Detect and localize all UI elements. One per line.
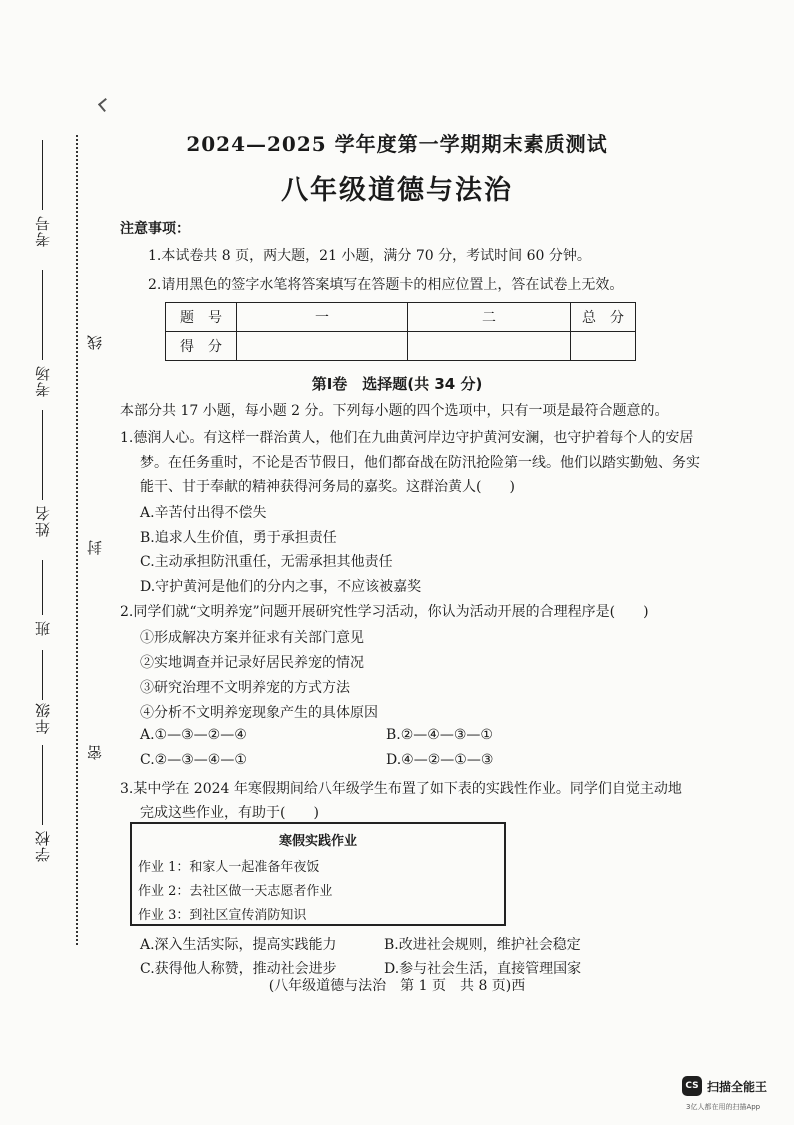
q1-stem-line: 1.德润人心。有这样一群治黄人，他们在九曲黄河岸边守护黄河安澜，也守护着每个人的安居 [120,430,694,446]
q2-stem: 2.同学们就“文明养宠”问题开展研究性学习活动，你认为活动开展的合理程序是( ) [120,604,649,620]
q3-stem-line: 3.某中学在 2024 年寒假期间给八年级学生布置了如下表的实践性作业。同学们自觉主动地 [120,781,682,797]
blank-grade [42,650,43,700]
q3-option-a: A.深入生活实际，提高实践能力 [140,937,337,953]
homework-item: 作业 2：去社区做一天志愿者作业 [138,884,333,899]
score-cell [237,332,408,361]
subject-title: 八年级道德与法治 [281,175,513,206]
homework-item: 作业 1：和家人一起准备年夜饭 [138,860,320,875]
q2-step: ③研究治理不文明养宠的方式方法 [140,680,350,696]
score-table [165,302,636,361]
notice-item: 1.本试卷共 8 页，两大题，21 小题，满分 70 分，考试时间 60 分钟。 [148,248,591,264]
blank-school [42,745,43,825]
q3-option-d: D.参与社会生活，直接管理国家 [384,961,582,977]
q1-option-d: D.守护黄河是他们的分内之事，不应该被嘉奖 [140,579,422,595]
q3-option-b: B.改进社会规则，维护社会稳定 [384,937,581,953]
scanner-name: 扫描全能王 [707,1079,768,1094]
q2-step: ②实地调查并记录好居民养宠的情况 [140,655,364,671]
seal-word-secret: 密 [86,745,104,760]
seal-word-line: 线 [86,335,104,350]
score-cell [571,332,636,361]
score-table-cell: 题 号 [166,303,237,332]
q2-option-d: D.④—②—①—③ [386,752,494,768]
q2-option-b: B.②—④—③—① [386,727,493,743]
q1-option-a: A.辛苦付出得不偿失 [140,505,267,521]
blank-class [42,560,43,615]
blank-exam-room [42,270,43,360]
score-cell [408,332,571,361]
scanner-tagline: 3亿人都在用的扫描App [686,1103,761,1111]
label-name: 姓名 [34,505,52,537]
q3-stem-line: 完成这些作业，有助于( ) [140,805,319,821]
label-exam-number: 考号 [34,215,52,247]
page-footer: (八年级道德与法治 第 1 页 共 8 页)西 [268,978,526,994]
q1-stem-line: 能干、甘于奉献的精神获得河务局的嘉奖。这群治黄人( ) [140,479,515,495]
seal-word-seal: 封 [86,540,104,555]
notice-heading: 注意事项： [120,221,190,237]
blank-name [42,410,43,500]
q1-stem-line: 梦。在任务重时，不论是否节假日，他们都奋战在防汛抢险第一线。他们以踏实勤勉、务实 [140,455,700,471]
scanner-logo-icon: CS [682,1076,702,1096]
scanner-watermark [682,1076,767,1096]
q2-option-c: C.②—③—④—① [140,752,247,768]
q1-option-c: C.主动承担防汛重任，无需承担其他责任 [140,554,393,570]
exam-title: 2024—2025 学年度第一学期期末素质测试 [186,132,608,156]
score-table-cell: 二 [408,303,571,332]
score-table-cell: 总 分 [571,303,636,332]
notice-item: 2.请用黑色的签字水笔将答案填写在答题卡的相应位置上，答在试卷上无效。 [148,277,624,293]
q2-step: ④分析不文明养宠现象产生的具体原因 [140,705,378,721]
homework-heading: 寒假实践作业 [278,834,357,849]
label-class: 班 [34,620,52,636]
label-grade: 年级 [34,702,52,734]
q1-option-b: B.追求人生价值，勇于承担责任 [140,530,337,546]
label-school: 学校 [34,830,52,862]
score-table-cell: 一 [237,303,408,332]
q2-step: ①形成解决方案并征求有关部门意见 [140,630,364,646]
section-heading: 第Ⅰ卷 选择题(共 34 分) [311,375,483,393]
corner-mark [98,98,112,112]
label-exam-room: 考场 [34,365,52,397]
homework-box [130,822,506,926]
score-table-cell: 得 分 [166,332,237,361]
homework-item: 作业 3：到社区宣传消防知识 [138,908,307,923]
dotted-seal-line [76,135,78,945]
section-intro: 本部分共 17 小题，每小题 2 分。下列每小题的四个选项中，只有一项是最符合题意的。 [120,403,669,419]
q2-option-a: A.①—③—②—④ [140,727,247,743]
q3-option-c: C.获得他人称赞，推动社会进步 [140,961,337,977]
